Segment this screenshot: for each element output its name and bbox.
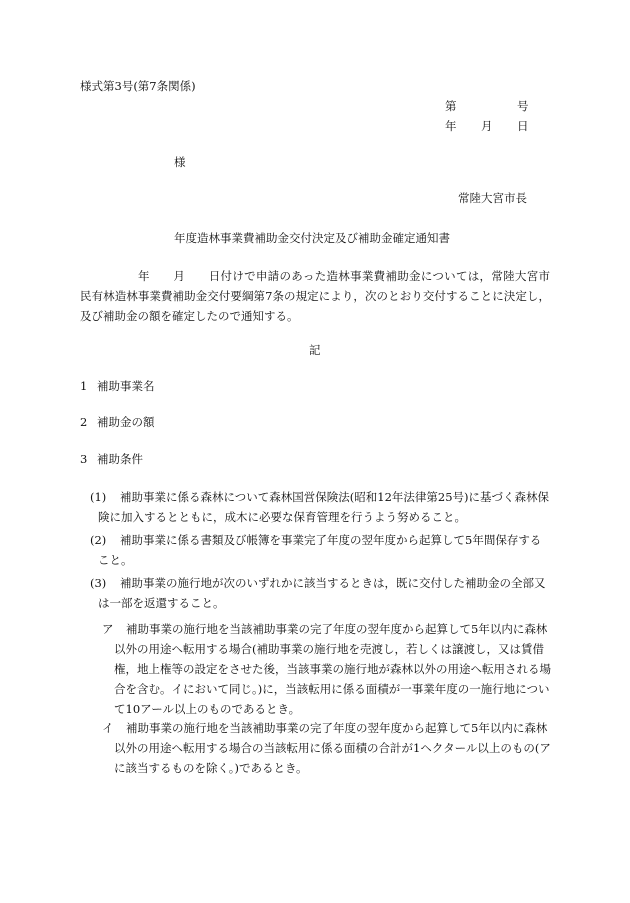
condition-1-text: 補助事業に係る森林について森林国営保険法(昭和12年法律第25号)に基づく森林保険に加入するとともに，成木に必要な保育管理を行うよう努めること。 <box>98 490 550 524</box>
ki-heading: 記 <box>309 343 321 357</box>
subcondition-a <box>102 619 552 719</box>
section-3-label: 補助条件 <box>97 452 143 466</box>
condition-2 <box>90 530 552 570</box>
form-number: 様式第3号(第7条関係) <box>80 79 196 93</box>
date-day: 日 <box>517 119 529 133</box>
date-year: 年 <box>445 119 457 133</box>
condition-3-text: 補助事業の施行地が次のいずれかに該当するときは，既に交付した補助金の全部又は一部を返還すること。 <box>98 576 546 610</box>
condition-3 <box>90 573 552 613</box>
section-2-number: 2 <box>80 415 88 429</box>
condition-2-mark: (2) <box>90 533 107 547</box>
condition-2-text: 補助事業に係る書類及び帳簿を事業完了年度の翌年度から起算して5年間保存すること。 <box>98 533 542 567</box>
subcondition-a-text: 補助事業の施行地を当該補助事業の完了年度の翌年度から起算して5年以内に森林以外の用途へ転用する場合(補助事業の施行地を売渡し，若しくは譲渡し，又は賃借権，地上権等の設定をさせた後，当該事業の施行地が森林以外の用途へ転用される場合を含む。イにおいて同じ。)に，当該転用に係る面積が一事業年度の一施行地について10アール以上のものであるとき。 <box>114 622 551 716</box>
section-1-label: 補助事業名 <box>97 379 155 393</box>
document-title: 年度造林事業費補助金交付決定及び補助金確定通知書 <box>174 231 450 245</box>
section-1-number: 1 <box>80 379 88 393</box>
body-text: 年 月 日付けで申請のあった造林事業費補助金については，常陸大宮市民有林造林事業費補助金交付要綱第7条の規定により，次のとおり交付することに決定し，及び補助金の額を確定したので通知する。 <box>80 269 550 323</box>
section-2-label: 補助金の額 <box>97 415 155 429</box>
subcondition-i-text: 補助事業の施行地を当該補助事業の完了年度の翌年度から起算して5年以内に森林以外の用途へ転用する場合の当該転用に係る面積の合計が1ヘクタール以上のもの(アに該当するものを除く。)であるとき。 <box>114 721 551 775</box>
sender-name: 常陸大宮市長 <box>458 191 527 205</box>
addressee-honorific: 様 <box>174 155 186 169</box>
condition-3-mark: (3) <box>90 576 107 590</box>
number-prefix: 第 <box>445 99 457 113</box>
number-suffix: 号 <box>517 99 529 113</box>
condition-1-mark: (1) <box>90 490 107 504</box>
subcondition-a-mark: ア <box>102 622 114 636</box>
condition-1 <box>90 487 552 527</box>
date-month: 月 <box>481 119 493 133</box>
subcondition-i <box>102 718 552 778</box>
subcondition-i-mark: イ <box>102 721 114 735</box>
section-3-number: 3 <box>80 452 88 466</box>
